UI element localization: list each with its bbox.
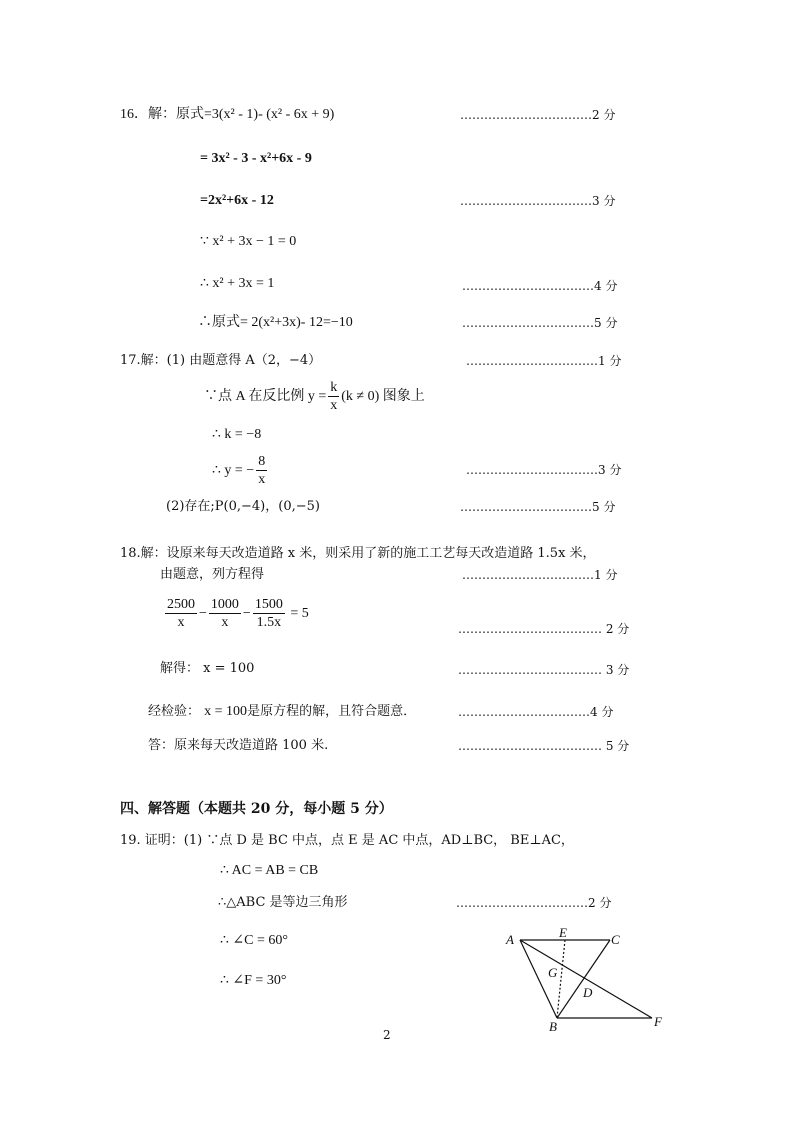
q18-line-5: 经检验： x = 100是原方程的解，且符合题意． — [148, 704, 417, 719]
q17-score-3: ……………………………3 分 — [466, 463, 622, 477]
q17-score-5: ……………………………5 分 — [460, 500, 616, 514]
q18-score-3: ……………………………… 3 分 — [458, 663, 630, 677]
q17-line-5: (2)存在;P(0,−4)，(0,−5) — [166, 499, 320, 514]
q16-line-2: = 3x² - 3 - x²+6x - 9 — [200, 151, 312, 166]
q16-score-4: ……………………………4 分 — [462, 279, 618, 293]
geometry-figure — [500, 922, 680, 1034]
page-number: 2 — [383, 1028, 391, 1042]
q16-line-5: ∴ x² + 3x = 1 — [200, 276, 275, 291]
q17-score-1: ……………………………1 分 — [466, 354, 622, 368]
label-C: C — [611, 932, 620, 947]
label-D: D — [583, 985, 593, 1000]
q18-fraction-1000-over-x: $\frac{1000}{x}$ — [210, 597, 239, 631]
q17-fraction-k-over-x: $\frac{k}{x}$ — [330, 380, 338, 414]
q18-line-4: 解得： x = 100 — [160, 661, 255, 676]
q19-line-2: ∴ AC = AB = CB — [220, 863, 319, 878]
q18-line-2: 由题意，列方程得 — [160, 567, 265, 582]
label-A: A — [506, 932, 514, 947]
q16-score-3: ……………………………3 分 — [460, 194, 616, 208]
q16-line-3: =2x²+6x - 12 — [200, 193, 274, 208]
segment-AF — [520, 940, 652, 1018]
label-F: F — [654, 1014, 662, 1029]
q18-score-1: ……………………………1 分 — [462, 568, 618, 582]
segment-CB — [557, 940, 610, 1018]
q16-line-4: ∵ x² + 3x − 1 = 0 — [200, 234, 297, 249]
q19-line-3: ∴△ABC 是等边三角形 — [218, 895, 348, 910]
q19-score-2: ……………………………2 分 — [456, 896, 612, 910]
q18-score-4: ……………………………4 分 — [458, 705, 614, 719]
q16-score-2: ……………………………2 分 — [460, 108, 616, 122]
q18-line-1: 18.解：设原来每天改造道路 x 米，则采用了新的施工工艺每天改造道路 1.5x 米， — [120, 546, 596, 561]
section-heading: 四、解答题（本题共 20 分，每小题 5 分） — [120, 801, 393, 817]
q18-score-2: ……………………………… 2 分 — [458, 622, 630, 636]
segment-EB — [557, 940, 565, 1018]
q17-line-4: ∴ y = − $\frac{8}{x}$ — [212, 454, 266, 488]
q16-score-5: ……………………………5 分 — [462, 316, 618, 330]
q16-line-1: 16．解：原式=3(x² - 1)- (x² - 6x + 9) — [120, 107, 335, 122]
q16-line-6: ∴原式= 2(x²+3x)- 12=−10 — [198, 315, 353, 330]
label-B: B — [549, 1019, 557, 1034]
q19-line-4: ∴ ∠C = 60° — [220, 933, 288, 948]
q17-fraction-8-over-x: $\frac{8}{x}$ — [258, 454, 266, 488]
q18-score-5: ……………………………… 5 分 — [458, 739, 630, 753]
q19-line-5: ∴ ∠F = 30° — [220, 973, 287, 988]
label-E: E — [559, 925, 567, 940]
q18-fraction-2500-over-x: $\frac{2500}{x}$ — [167, 597, 195, 631]
q18-line-6: 答：原来每天改造道路 100 米. — [148, 738, 329, 753]
q17-line-1: 17.解：(1) 由题意得 A（2，−4） — [120, 353, 322, 368]
q18-fraction-1500-over-1.5x: $\frac{1500}{1.5x}$ — [254, 597, 283, 631]
q17-line-3: ∴ k = −8 — [212, 427, 262, 442]
q17-line-2: ∵点 A 在反比例 y = $\frac{k}{x}$ (k ≠ 0) 图象上 — [204, 380, 425, 414]
q19-line-1: 19. 证明：(1) ∵点 D 是 BC 中点，点 E 是 AC 中点，AD⊥BC， BE⊥AC， — [120, 833, 574, 848]
label-G: G — [548, 965, 558, 980]
q18-equation: $\frac{2500}{x}$ − $\frac{1000}{x}$ − $\frac{1500}{1.5x}$ = 5 — [167, 597, 309, 631]
